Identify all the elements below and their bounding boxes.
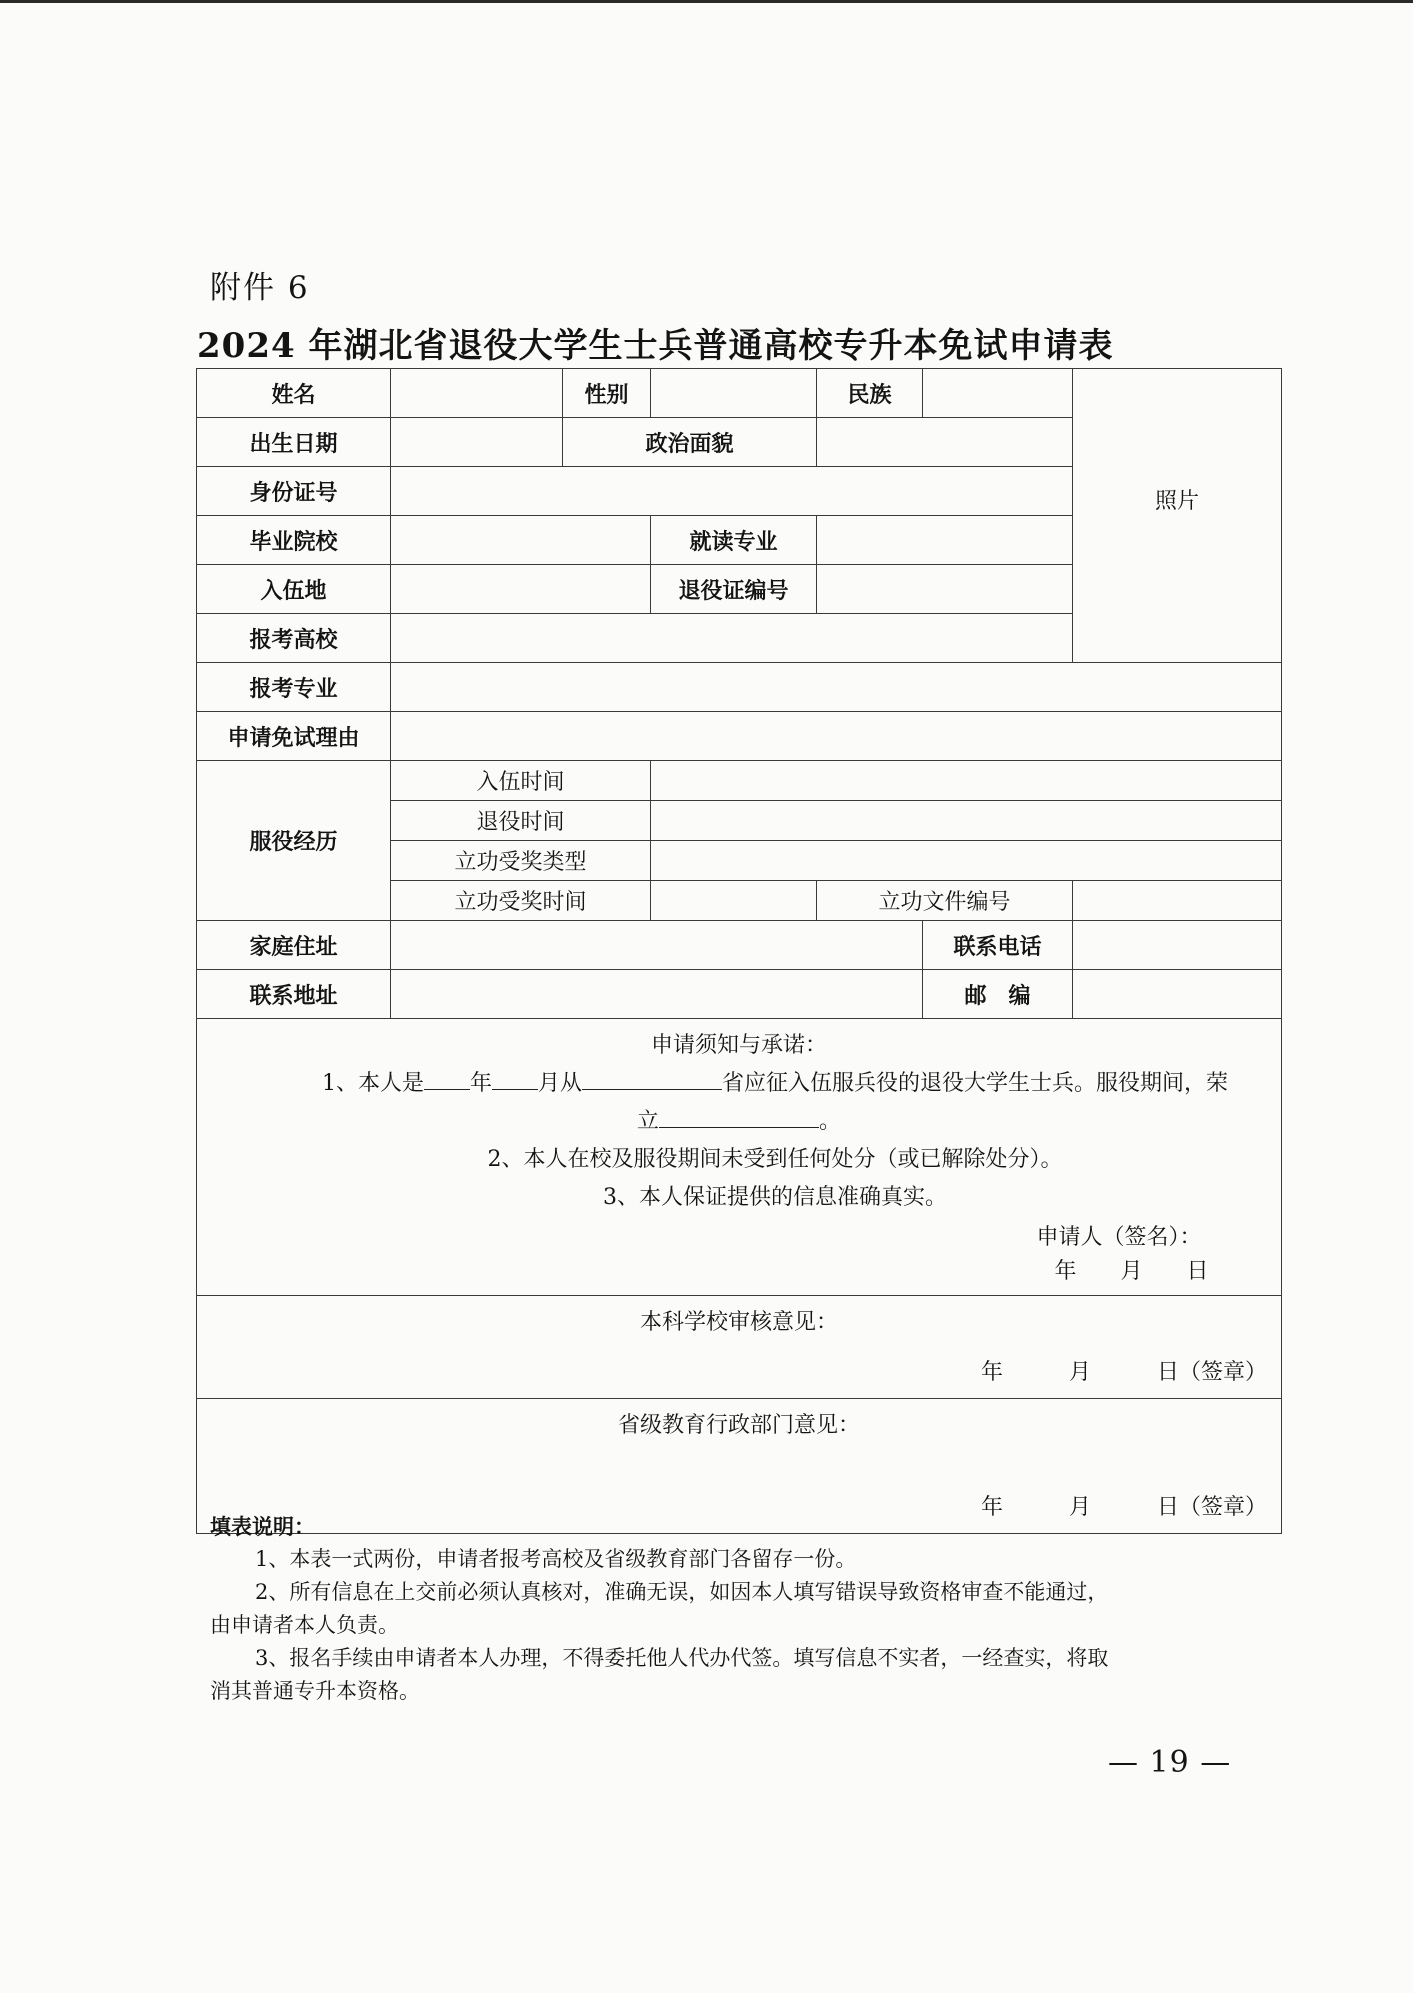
discharge-time-field[interactable] bbox=[651, 801, 1282, 841]
home-address-label: 家庭住址 bbox=[197, 921, 391, 970]
provincial-review-date: 年 月 日（签章） bbox=[980, 1495, 1267, 1520]
contact-address-field[interactable] bbox=[391, 970, 923, 1019]
exemption-reason-label: 申请免试理由 bbox=[197, 712, 391, 761]
applied-major-label: 报考专业 bbox=[197, 663, 391, 712]
pledge-item1-a: 1、本人是 bbox=[321, 1071, 424, 1096]
page-number: — 19 — bbox=[1108, 1745, 1232, 1780]
id-number-label: 身份证号 bbox=[197, 467, 391, 516]
enlistment-place-label: 入伍地 bbox=[197, 565, 391, 614]
pledge-item1-cont-a: 立 bbox=[636, 1109, 659, 1134]
province-blank[interactable] bbox=[582, 1067, 722, 1090]
exemption-reason-field[interactable] bbox=[391, 712, 1282, 761]
discharge-time-label: 退役时间 bbox=[391, 801, 651, 841]
award-doc-label: 立功文件编号 bbox=[817, 881, 1073, 921]
postcode-label: 邮 编 bbox=[923, 970, 1073, 1019]
photo-box[interactable] bbox=[1073, 369, 1282, 663]
form-title: 2024 年湖北省退役大学生士兵普通高校专升本免试申请表 bbox=[197, 326, 1114, 366]
name-label: 姓名 bbox=[197, 369, 391, 418]
photo-label: 照片 bbox=[1154, 489, 1199, 514]
filling-instructions bbox=[210, 1510, 1250, 1708]
pledge-item1-c: 月从 bbox=[537, 1071, 582, 1096]
birth-date-field[interactable] bbox=[391, 418, 563, 467]
application-form-table bbox=[196, 368, 1282, 1534]
pledge-item1 bbox=[209, 1065, 1269, 1103]
instructions-heading: 填表说明： bbox=[210, 1514, 315, 1539]
discharge-cert-field[interactable] bbox=[817, 565, 1073, 614]
birth-date-label: 出生日期 bbox=[197, 418, 391, 467]
gender-label: 性别 bbox=[563, 369, 651, 418]
pledge-item2: 2、本人在校及服役期间未受到任何处分（或已解除处分）。 bbox=[487, 1147, 1063, 1172]
enlist-time-field[interactable] bbox=[651, 761, 1282, 801]
instruction-item2-cont: 由申请者本人负责。 bbox=[210, 1613, 399, 1637]
award-type-field[interactable] bbox=[651, 841, 1282, 881]
page-top-border bbox=[0, 0, 1413, 3]
name-field[interactable] bbox=[391, 369, 563, 418]
university-review-section bbox=[197, 1296, 1282, 1399]
enlist-time-label: 入伍时间 bbox=[391, 761, 651, 801]
enlistment-place-field[interactable] bbox=[391, 565, 651, 614]
pledge-item1-b: 年 bbox=[469, 1071, 492, 1096]
postcode-field[interactable] bbox=[1073, 970, 1282, 1019]
phone-label: 联系电话 bbox=[923, 921, 1073, 970]
contact-address-label: 联系地址 bbox=[197, 970, 391, 1019]
award-time-label: 立功受奖时间 bbox=[391, 881, 651, 921]
provincial-review-heading: 省级教育行政部门意见： bbox=[617, 1413, 860, 1438]
ethnicity-label: 民族 bbox=[817, 369, 923, 418]
discharge-cert-label: 退役证编号 bbox=[651, 565, 817, 614]
instruction-item3: 3、报名手续由申请者本人办理，不得委托他人代办代签。填写信息不实者，一经查实，将取 bbox=[255, 1646, 1109, 1670]
pledge-section bbox=[197, 1019, 1282, 1296]
applied-major-field[interactable] bbox=[391, 663, 1282, 712]
university-review-heading: 本科学校审核意见： bbox=[639, 1310, 838, 1335]
graduated-school-label: 毕业院校 bbox=[197, 516, 391, 565]
award-time-field[interactable] bbox=[651, 881, 817, 921]
home-address-field[interactable] bbox=[391, 921, 923, 970]
political-status-field[interactable] bbox=[817, 418, 1073, 467]
major-studied-field[interactable] bbox=[817, 516, 1073, 565]
university-review-date: 年 月 日（签章） bbox=[980, 1360, 1267, 1385]
award-type-label: 立功受奖类型 bbox=[391, 841, 651, 881]
applicant-date: 年 月 日 bbox=[1054, 1259, 1209, 1284]
graduated-school-field[interactable] bbox=[391, 516, 651, 565]
award-doc-field[interactable] bbox=[1073, 881, 1282, 921]
instruction-item3-cont: 消其普通专升本资格。 bbox=[210, 1679, 420, 1703]
pledge-item1-d: 省应征入伍服兵役的退役大学生士兵。服役期间，荣 bbox=[722, 1071, 1229, 1096]
ethnicity-field[interactable] bbox=[923, 369, 1073, 418]
service-history-label: 服役经历 bbox=[197, 761, 391, 921]
pledge-item1-cont-b: 。 bbox=[819, 1109, 842, 1134]
pledge-item3: 3、本人保证提供的信息准确真实。 bbox=[603, 1185, 947, 1210]
major-studied-label: 就读专业 bbox=[651, 516, 817, 565]
instruction-item1: 1、本表一式两份，申请者报考高校及省级教育部门各留存一份。 bbox=[255, 1547, 857, 1571]
pledge-item1-cont bbox=[209, 1103, 1269, 1141]
annex-label: 附件 6 bbox=[210, 270, 310, 306]
applied-school-label: 报考高校 bbox=[197, 614, 391, 663]
applied-school-field[interactable] bbox=[391, 614, 1073, 663]
id-number-field[interactable] bbox=[391, 467, 1073, 516]
merit-blank[interactable] bbox=[659, 1105, 819, 1128]
political-status-label: 政治面貌 bbox=[563, 418, 817, 467]
gender-field[interactable] bbox=[651, 369, 817, 418]
phone-field[interactable] bbox=[1073, 921, 1282, 970]
pledge-heading: 申请须知与承诺： bbox=[650, 1033, 827, 1058]
instruction-item2: 2、所有信息在上交前必须认真核对，准确无误，如因本人填写错误导致资格审查不能通过， bbox=[255, 1580, 1109, 1604]
month-blank[interactable] bbox=[492, 1067, 538, 1090]
applicant-signature[interactable]: 申请人（签名）： bbox=[1036, 1225, 1202, 1250]
year-blank[interactable] bbox=[424, 1067, 470, 1090]
